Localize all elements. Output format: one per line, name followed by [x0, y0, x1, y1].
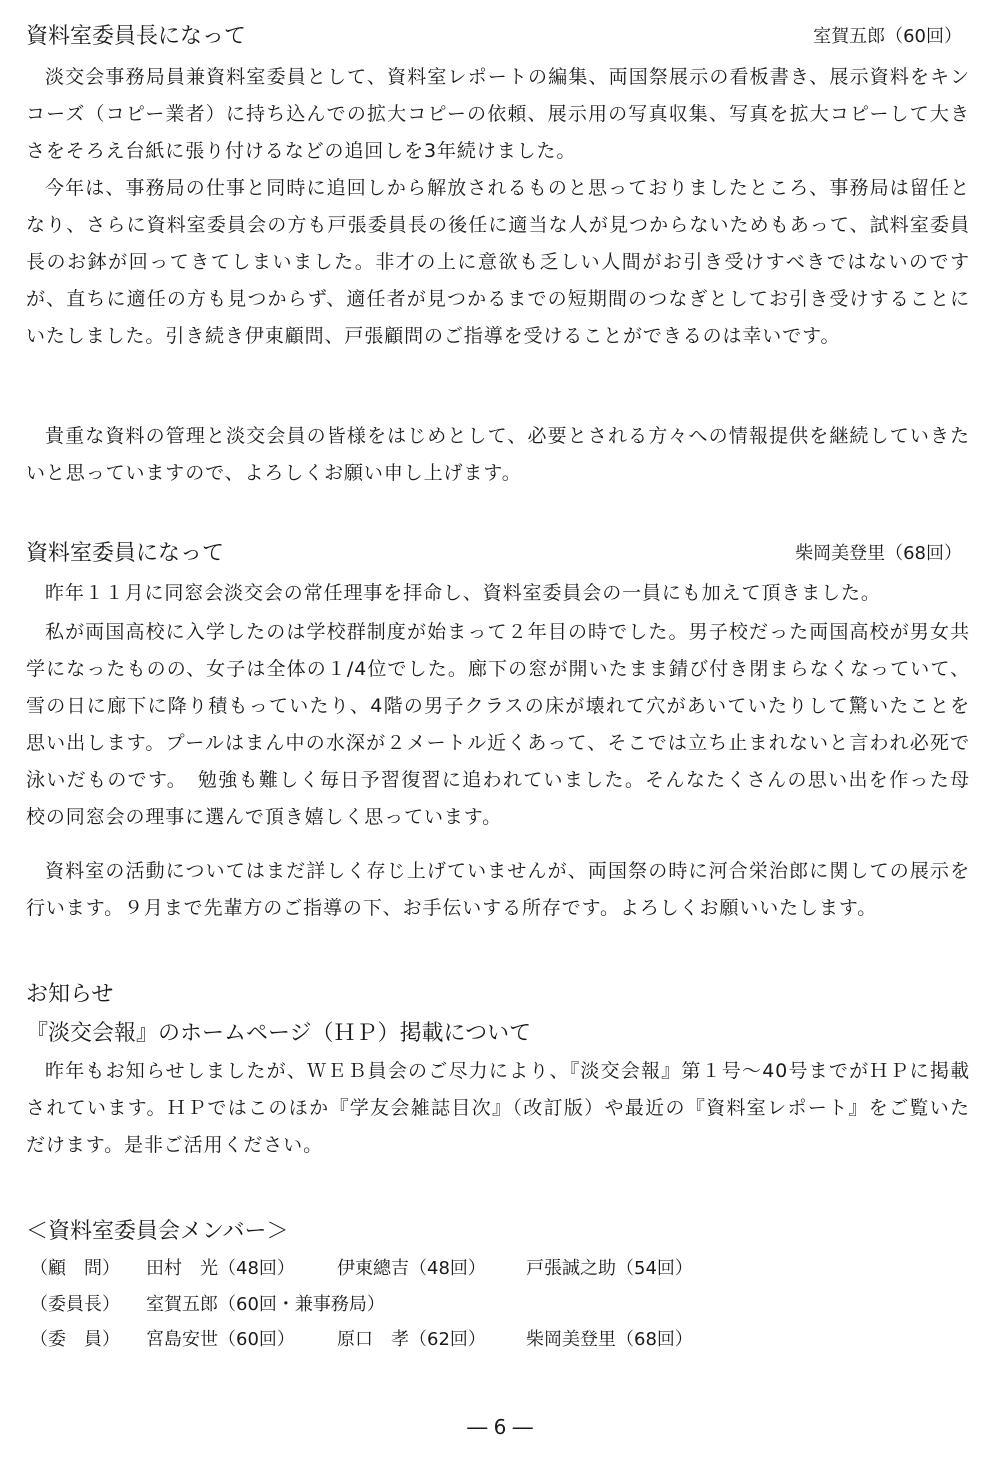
member-name: 田村 光（48回） — [146, 1258, 295, 1279]
section1-paragraph: 今年は、事務局の仕事と同時に追回しから解放されるものと思っておりましたところ、事務局は留任となり、さらに資料室委員会の方も戸張委員長の後任に適当な人が見つからないためもあって、試料室委員長のお鉢が回ってきてしまいました。非才の上に意欲も乏しい人間がお引き受けすべきではないのですが、直ちに適任の方も見つからず、適任者が見つかるまでの短期間のつなぎとしてお引き受けすることにいたしました。引き続き伊東顧問、戸張顧問のご指導を受けることができるのは幸いです。 — [26, 177, 970, 347]
member-name: 戸張誠之助（54回） — [526, 1258, 693, 1279]
section1-author: 室賀五郎（60回） — [813, 26, 962, 47]
member-name: 柴岡美登里（68回） — [526, 1329, 693, 1350]
section1-paragraph: 貴重な資料の管理と淡交会員の皆様をはじめとして、必要とされる方々への情報提供を継続していきたいと思っていますので、よろしくお願い申し上げます。 — [26, 425, 970, 484]
member-name: 宮島安世（60回） — [146, 1329, 295, 1350]
section1-header — [26, 20, 970, 54]
section2-paragraph: 私が両国高校に入学したのは学校群制度が始まって２年目の時でした。男子校だった両国高校が男女共学になったものの、女子は全体の１/4位でした。廊下の窓が開いたまま錆び付き閉まらなくなっていて、雪の日に廊下に降り積もっていたり、4階の男子クラスの床が壊れて穴があいていたりして驚いたことを思い出します。プールはまん中の水深が２メートル近くあって、そこでは立ち止まれないと言われ必死で泳いだものです。 勉強も難しく毎日予習復習に追われていました。そんなたくさんの思い出を作った母校の同窓会の理事に選んで頂き嬉しく思っています。 — [26, 621, 970, 828]
member-role: （委 員） — [30, 1329, 120, 1350]
section1-paragraph: 淡交会事務局員兼資料室委員として、資料室レポートの編集、両国祭展示の看板書き、展示資料をキンコーズ（コピー業者）に持ち込んでの拡大コピーの依頼、展示用の写真収集、写真を拡大コピーして大きさをそろえ台紙に張り付けるなどの追回しを3年続けました。 — [26, 66, 970, 162]
section2-author: 柴岡美登里（68回） — [795, 543, 962, 564]
members-title: ＜資料室委員会メンバー＞ — [26, 1219, 289, 1244]
notice-heading: お知らせ — [26, 982, 114, 1007]
section2-heading: 資料室委員になって — [26, 541, 225, 566]
section1-heading: 資料室委員長になって — [26, 24, 247, 49]
member-name: 原口 孝（62回） — [337, 1329, 486, 1350]
member-role: （顧 問） — [30, 1258, 120, 1279]
section2-paragraph: 資料室の活動についてはまだ詳しく存じ上げていませんが、両国祭の時に河合栄治郎に関しての展示を行います。９月まで先輩方のご指導の下、お手伝いする所存です。よろしくお願いいたします。 — [26, 860, 970, 919]
section2-header — [26, 537, 970, 571]
notice-subheading: 『淡交会報』のホームページ（ＨＰ）掲載について — [26, 1021, 532, 1046]
notice-paragraph: 昨年もお知らせしましたが、ＷＥＢ員会のご尽力により、『淡交会報』第１号～40号までがＨＰに掲載されています。ＨＰではこのほか『学友会雑誌目次』（改訂版）や最近の『資料室レポート』をご覧いただけます。是非ご活用ください。 — [26, 1060, 970, 1156]
member-name: 室賀五郎（60回・兼事務局） — [146, 1294, 385, 1315]
page-number: ― 6 ― — [467, 1415, 533, 1439]
member-name: 伊東總吉（48回） — [337, 1258, 486, 1279]
section2-paragraph: 昨年１１月に同窓会淡交会の常任理事を拝命し、資料室委員会の一員にも加えて頂きました。 — [45, 582, 881, 604]
member-role: （委員長） — [30, 1294, 120, 1315]
